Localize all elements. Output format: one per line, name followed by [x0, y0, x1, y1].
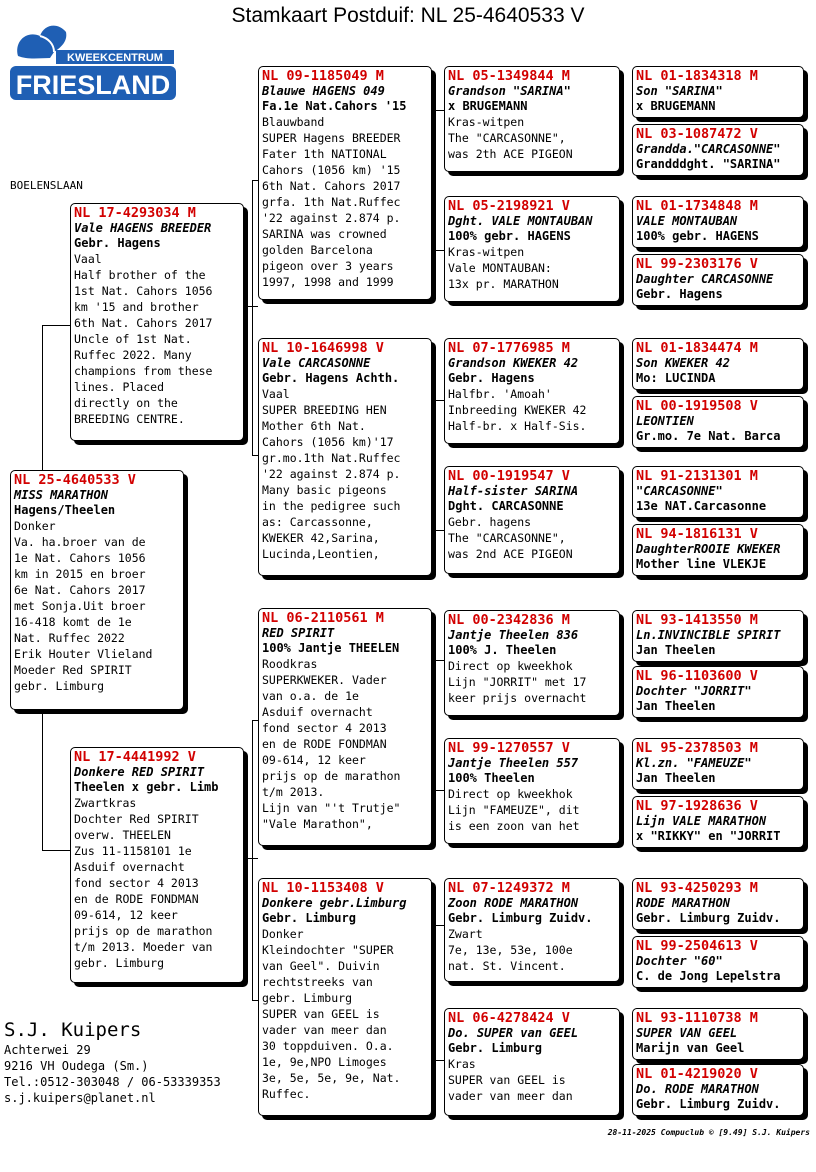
pigeon-card-ff[interactable] [258, 66, 432, 300]
pigeon-owner: Fa.1e Nat.Cahors '15 [262, 99, 407, 113]
pigeon-owner: C. de Jong Lepelstra [636, 969, 781, 983]
pigeon-name: Do. SUPER van GEEL [448, 1026, 579, 1040]
ring-number: NL 09-1185049 M [262, 68, 384, 84]
ring-number: NL 99-2303176 V [636, 256, 758, 272]
pigeon-info: Vale MONTAUBAN: 13x pr. MARATHON [448, 261, 559, 291]
ring-number: NL 93-1413550 M [636, 612, 758, 628]
owner-city: 9216 VH Oudega (Sm.) [4, 1059, 149, 1073]
owner-phone: Tel.:0512-303048 / 06-53339353 [4, 1075, 221, 1089]
club-name: BOELENSLAAN [10, 179, 83, 192]
pigeon-card-g5-1[interactable] [632, 124, 804, 176]
pigeon-name: Ln.INVINCIBLE SPIRIT [636, 628, 781, 642]
owner-email[interactable]: s.j.kuipers@planet.nl [4, 1091, 156, 1105]
pigeon-owner: Gebr. Hagens [636, 287, 723, 301]
ring-number: NL 10-1646998 V [262, 340, 384, 356]
pigeon-info: Kleindochter "SUPER van Geel". Duivin rechtstreeks van gebr. Limburg SUPER van GEEL is vader van meer dan 30 toppduiven. O.a. 1e, 9e,NPO Limoges 3e, 5e, 5e, 9e, Nat. Ruffec. [262, 943, 401, 1101]
pigeon-info: The "CARCASONNE", was 2th ACE PIGEON [448, 131, 573, 161]
pigeon-owner: Gebr. Limburg [448, 1041, 542, 1055]
pigeon-owner: x BRUGEMANN [448, 99, 528, 113]
pigeon-card-g5-7[interactable] [632, 524, 804, 576]
logo-line1: KWEEKCENTRUM [67, 52, 163, 64]
pigeon-name: Lijn VALE MARATHON [636, 814, 767, 828]
ring-number: NL 91-2131301 M [636, 468, 758, 484]
pigeon-owner: Gr.mo. 7e Nat. Barca [636, 429, 781, 443]
pigeon-card-mf[interactable] [258, 608, 432, 846]
pigeon-owner: 100% Theelen [448, 771, 535, 785]
pigeon-info: Va. ha.broer van de 1e Nat. Cahors 1056 km in 2015 en broer 6e Nat. Cahors 2017 met Sonja.Uit broer 16-418 komt de 1e Nat. Ruffec 2022 Erik Houter Vlieland Moeder Red SPIRIT gebr. Limburg [14, 535, 153, 693]
pigeon-owner: Gebr. Hagens [74, 236, 161, 250]
pigeon-name: "CARCASONNE" [636, 484, 723, 498]
ring-number: NL 06-4278424 V [448, 1010, 570, 1026]
ring-number: NL 97-1928636 V [636, 798, 758, 814]
pigeon-name: Jantje Theelen 836 [448, 628, 579, 642]
pigeon-color: Blauwband [262, 115, 325, 129]
owner-street: Achterwei 29 [4, 1043, 91, 1057]
pigeon-name: RODE MARATHON [636, 896, 730, 910]
pigeon-owner: Dght. CARCASONNE [448, 499, 564, 513]
pigeon-owner: Gebr. Limburg Zuidv. [636, 911, 781, 925]
pigeon-color: Zwart [448, 927, 483, 941]
pigeon-color: Zwartkras [74, 796, 137, 810]
pigeon-owner: 100% Jantje THEELEN [262, 641, 400, 655]
pigeon-color: Halfbr. 'Amoah' [448, 387, 552, 401]
ring-number: NL 05-2198921 V [448, 198, 570, 214]
pigeon-owner: Marijn van Geel [636, 1041, 745, 1055]
pigeon-card-g5-5[interactable] [632, 396, 804, 448]
pigeon-owner: Theelen x gebr. Limb [74, 780, 219, 794]
ring-number: NL 03-1087472 V [636, 126, 758, 142]
pigeon-name: VALE MONTAUBAN [636, 214, 738, 228]
pigeon-info: SUPER BREEDING HEN Mother 6th Nat. Cahors (1056 km)'17 gr.mo.1th Nat.Ruffec '22 against 2.874 p. Many basic pigeons in the pedigree such as: Carcassonne, KWEKER 42,Sarina, Lucinda,Leontien, [262, 403, 401, 561]
pigeon-color: Direct op kweekhok [448, 787, 573, 801]
footer-credit: 28-11-2025 Compuclub © [9.49] S.J. Kuipers [607, 1128, 810, 1137]
ring-number: NL 25-4640533 V [14, 472, 136, 488]
ring-number: NL 00-2342836 M [448, 612, 570, 628]
pigeon-info: Lijn "JORRIT" met 17 keer prijs overnacht [448, 675, 587, 705]
pigeon-owner: Gebr. Hagens [448, 371, 535, 385]
kweekcentrum-friesland-logo [10, 18, 176, 102]
pigeon-card-g5-9[interactable] [632, 666, 804, 718]
pigeon-color: Vaal [74, 252, 102, 266]
pigeon-card-fm[interactable] [258, 338, 432, 576]
pigeon-card-g5-8[interactable] [632, 610, 804, 662]
pigeon-card-g5-12[interactable] [632, 878, 804, 930]
pigeon-name: MISS MARATHON [14, 488, 108, 502]
ring-number: NL 01-1834318 M [636, 68, 758, 84]
pigeon-owner: Mother line VLEKJE [636, 557, 767, 571]
pigeon-card-g5-13[interactable] [632, 936, 804, 988]
owner-name: S.J. Kuipers [4, 1019, 142, 1041]
pigeon-card-mmm[interactable] [444, 1008, 620, 1116]
pigeon-card-g5-4[interactable] [632, 338, 804, 390]
ring-number: NL 17-4293034 M [74, 205, 196, 221]
pigeon-card-g5-10[interactable] [632, 738, 804, 790]
pigeon-card-mfm[interactable] [444, 738, 620, 844]
ring-number: NL 07-1249372 M [448, 880, 570, 896]
pigeon-color: Kras-witpen [448, 115, 525, 129]
pigeon-owner: 100% J. Theelen [448, 643, 557, 657]
ring-number: NL 06-2110561 M [262, 610, 384, 626]
pigeon-info: 7e, 13e, 53e, 100e nat. St. Vincent. [448, 943, 573, 973]
pigeon-info: SUPER van GEEL is vader van meer dan [448, 1073, 573, 1103]
pigeon-card-g5-14[interactable] [632, 1008, 804, 1060]
pigeon-owner: 100% gebr. HAGENS [636, 229, 759, 243]
pigeon-name: Blauwe HAGENS 049 [262, 84, 385, 98]
pigeon-color: Donker [14, 519, 56, 533]
ring-number: NL 17-4441992 V [74, 749, 196, 765]
pigeon-card-g5-2[interactable] [632, 196, 804, 248]
pigeon-owner: Hagens/Theelen [14, 503, 116, 517]
pigeon-info: Dochter Red SPIRIT overw. THEELEN Zus 11-1158101 1e Asduif overnacht fond sector 4 2013 en de RODE FONDMAN 09-614, 12 keer prijs op de marathon t/m 2013. Moeder van gebr. Limburg [74, 812, 213, 970]
ring-number: NL 01-4219020 V [636, 1066, 758, 1082]
ring-number: NL 96-1103600 V [636, 668, 758, 684]
pigeon-color: Kras [448, 1057, 476, 1071]
pigeon-name: Vale HAGENS BREEDER [74, 221, 212, 235]
pigeon-color: Direct op kweekhok [448, 659, 573, 673]
pigeon-card-g5-11[interactable] [632, 796, 804, 848]
pigeon-owner: x "RIKKY" en "JORRIT [636, 829, 781, 843]
ring-number: NL 93-4250293 M [636, 880, 758, 896]
pigeon-name: Son "SARINA" [636, 84, 723, 98]
pigeon-name: SUPER VAN GEEL [636, 1026, 738, 1040]
pigeon-owner: Jan Theelen [636, 643, 716, 657]
pigeon-card-g5-15[interactable] [632, 1064, 804, 1116]
pigeon-name: Do. RODE MARATHON [636, 1082, 759, 1096]
ring-number: NL 93-1110738 M [636, 1010, 758, 1026]
pigeon-owner: Gebr. Hagens Achth. [262, 371, 400, 385]
pigeon-card-father[interactable] [70, 203, 244, 441]
ring-number: NL 94-1816131 V [636, 526, 758, 542]
ring-number: NL 05-1349844 M [448, 68, 570, 84]
owner-block [4, 1018, 221, 1106]
pigeon-name: Grandson "SARINA" [448, 84, 571, 98]
pigeon-info: SUPER Hagens BREEDER Fater 1th NATIONAL Cahors (1056 km) '15 6th Nat. Cahors 2017 grfa. 1th Nat.Ruffec '22 against 2.874 p. SARINA was crowned golden Barcelona pigeon over 3 years 1997, 1998 and 1999 [262, 131, 401, 289]
pigeon-owner: Gebr. Limburg Zuidv. [636, 1097, 781, 1111]
pigeon-card-fff[interactable] [444, 66, 620, 172]
ring-number: NL 95-2378503 M [636, 740, 758, 756]
pigeon-name: RED SPIRIT [262, 626, 335, 640]
pigeon-info: Lijn "FAMEUZE", dit is een zoon van het [448, 803, 580, 833]
pigeon-owner: Gebr. Limburg Zuidv. [448, 911, 593, 925]
pigeon-card-mff[interactable] [444, 610, 620, 716]
pigeon-name: Kl.zn. "FAMEUZE" [636, 756, 752, 770]
pigeon-name: Jantje Theelen 557 [448, 756, 579, 770]
pigeon-card-fmm[interactable] [444, 466, 620, 574]
pigeon-name: Half-sister SARINA [448, 484, 579, 498]
ring-number: NL 99-2504613 V [636, 938, 758, 954]
ring-number: NL 00-1919547 V [448, 468, 570, 484]
page-title: Stamkaart Postduif: NL 25-4640533 V [231, 4, 585, 27]
pigeon-card-mother[interactable] [70, 747, 244, 983]
pigeon-info: Inbreeding KWEKER 42 Half-br. x Half-Sis. [448, 403, 587, 433]
pigeon-info: The "CARCASONNE", was 2nd ACE PIGEON [448, 531, 573, 561]
pigeon-owner: Grandddght. "SARINA" [636, 157, 781, 171]
ring-number: NL 01-1834474 M [636, 340, 758, 356]
pigeon-color: Gebr. hagens [448, 515, 532, 529]
pigeon-card-mm[interactable] [258, 878, 432, 1116]
pigeon-name: Donkere RED SPIRIT [74, 765, 205, 779]
pigeon-name: Vale CARCASONNE [262, 356, 371, 370]
pigeon-info: Half brother of the 1st Nat. Cahors 1056 km '15 and brother 6th Nat. Cahors 2017 Uncle of 1st Nat. Ruffec 2022. Many champions from these lines. Placed directly on the BREEDING CENTRE. [74, 268, 213, 426]
pigeon-color: Vaal [262, 387, 290, 401]
pigeon-owner: Mo: LUCINDA [636, 371, 716, 385]
ring-number: NL 07-1776985 M [448, 340, 570, 356]
pigeon-card-fmf[interactable] [444, 338, 620, 444]
pigeon-name: DaughterROOIE KWEKER [636, 542, 781, 556]
pigeon-owner: Gebr. Limburg [262, 911, 356, 925]
pigeon-card-g5-6[interactable] [632, 466, 804, 518]
pigeon-color: Roodkras [262, 657, 318, 671]
pigeon-name: LEONTIEN [636, 414, 694, 428]
pigeon-color: Kras-witpen [448, 245, 525, 259]
logo-line2: FRIESLAND [15, 70, 171, 100]
pigeon-name: Dochter "JORRIT" [636, 684, 752, 698]
pigeon-card-g5-3[interactable] [632, 254, 804, 306]
ring-number: NL 10-1153408 V [262, 880, 384, 896]
pigeon-card-ffm[interactable] [444, 196, 620, 302]
pigeon-name: Donkere gebr.Limburg [262, 896, 407, 910]
pigeon-owner: Jan Theelen [636, 771, 716, 785]
pigeon-name: Grandda."CARCASONNE" [636, 142, 781, 156]
pigeon-name: Dochter "60" [636, 954, 723, 968]
pigeon-name: Zoon RODE MARATHON [448, 896, 579, 910]
pigeon-card-mmf[interactable] [444, 878, 620, 982]
pigeon-card-g5-0[interactable] [632, 66, 804, 118]
pigeon-card-subject[interactable] [10, 470, 184, 710]
pigeon-owner: 100% gebr. HAGENS [448, 229, 571, 243]
pigeon-color: Donker [262, 927, 304, 941]
ring-number: NL 01-1734848 M [636, 198, 758, 214]
pigeon-info: SUPERKWEKER. Vader van o.a. de 1e Asduif overnacht fond sector 4 2013 en de RODE FONDMAN 09-614, 12 keer prijs op de marathon t/m 2013. Lijn van "'t Trutje" "Vale Marathon", [262, 673, 401, 831]
pigeon-owner: Jan Theelen [636, 699, 716, 713]
pigeon-name: Son KWEKER 42 [636, 356, 730, 370]
pigeon-owner: 13e NAT.Carcasonne [636, 499, 767, 513]
pigeon-name: Grandson KWEKER 42 [448, 356, 579, 370]
pigeon-owner: x BRUGEMANN [636, 99, 716, 113]
pigeon-name: Dght. VALE MONTAUBAN [448, 214, 593, 228]
pigeon-name: Daughter CARCASONNE [636, 272, 774, 286]
ring-number: NL 00-1919508 V [636, 398, 758, 414]
ring-number: NL 99-1270557 V [448, 740, 570, 756]
